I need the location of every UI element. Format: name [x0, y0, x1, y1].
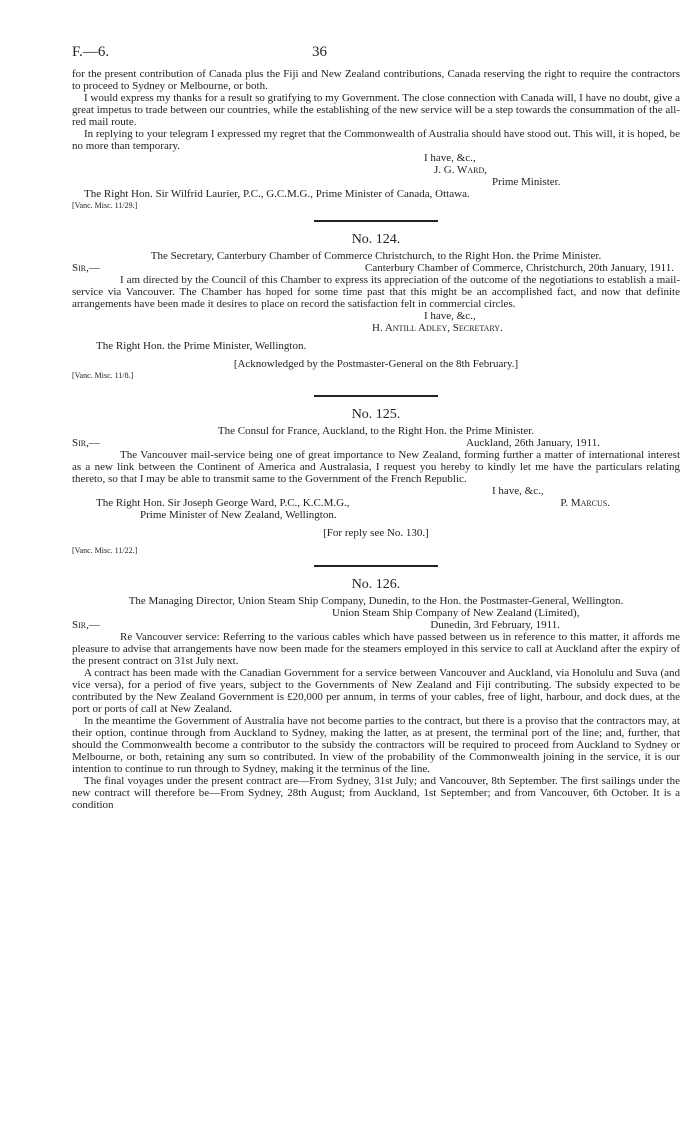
- closing: I have, &c.,: [492, 485, 544, 497]
- letter-126: [72, 575, 680, 811]
- letter-heading: The Secretary, Canterbury Chamber of Commerce Christchurch, to the Right Hon. the Prime Minister.: [150, 250, 602, 262]
- addressee: The Right Hon. Sir Joseph George Ward, P.C., K.C.M.G.,: [96, 497, 350, 509]
- addressee: The Right Hon. the Prime Minister, Wellington.: [96, 340, 307, 352]
- paragraph: In replying to your telegram I expressed my regret that the Commonwealth of Australia should have stood out. This will, it is hoped, be no more than temporary.: [72, 128, 680, 152]
- note: [For reply see No. 130.]: [323, 527, 429, 539]
- addressee: The Right Hon. Sir Wilfrid Laurier, P.C., G.C.M.G., Prime Minister of Canada, Ottawa.: [84, 188, 470, 200]
- letter-heading: The Managing Director, Union Steam Ship Company, Dunedin, to the Hon. the Postmaster-General, Wellington.: [128, 595, 624, 607]
- place-date: Dunedin, 3rd February, 1911.: [430, 619, 560, 631]
- document-page: [72, 44, 680, 811]
- divider: [314, 395, 438, 397]
- reference: [Vanc. Misc. 11/29.]: [72, 201, 138, 210]
- signer: J. G. Ward,: [434, 164, 488, 176]
- signer: H. Antill Adley, Secretary.: [372, 322, 503, 334]
- letter-heading: The Consul for France, Auckland, to the Right Hon. the Prime Minister.: [217, 425, 535, 437]
- paragraph: for the present contribution of Canada plus the Fiji and New Zealand contributions, Canada reserving the right to require the contractors to proceed to Sydney or Melbourne, or both.: [72, 68, 680, 92]
- page-number: 36: [312, 44, 327, 60]
- salutation: Sir,—: [72, 619, 100, 631]
- place-date: Auckland, 26th January, 1911.: [466, 437, 600, 449]
- closing: I have, &c.,: [424, 152, 476, 164]
- series-label: F.—6.: [72, 44, 110, 60]
- salutation: Sir,—: [72, 437, 100, 449]
- reference: [Vanc. Misc. 11/8.]: [72, 371, 134, 380]
- paragraph: I would express my thanks for a result so gratifying to my Government. The close connection with Canada will, I have no doubt, give a great impetus to trade between our countries, while the establishing of the new service will be a step towards the consummation of the all-red mail route.: [72, 92, 680, 128]
- paragraph: The Vancouver mail-service being one of great importance to New Zealand, forming further a matter of international interest as a new link between the Continent of America and Australasia, I request you hereby to kindly let me have the particulars relating thereto, so that I may be able to transmit same to the Government of the French Republic.: [72, 449, 680, 485]
- salutation: Sir,—: [72, 262, 100, 274]
- divider: [314, 565, 438, 567]
- signer: P. Marcus.: [560, 497, 610, 509]
- letter-number: No. 126.: [351, 577, 401, 592]
- reference: [Vanc. Misc. 11/22.]: [72, 546, 138, 555]
- letter-number: No. 125.: [351, 407, 401, 422]
- company-line: Union Steam Ship Company of New Zealand (Limited),: [332, 607, 580, 619]
- letter-number: No. 124.: [351, 232, 401, 247]
- paragraph: Re Vancouver service: Referring to the various cables which have passed between us in reference to this matter, it affords me pleasure to advise that arrangements have now been made for the steamers employed in this service to call at Auckland after the expiry of the present contract on 31st July next.: [72, 631, 680, 667]
- paragraph: The final voyages under the present contract are—From Sydney, 31st July; and Vancouver, 8th September. The first sailings under the new contract will therefore be—From Sydney, 28th August; from Auckland, 1st September; and from Vancouver, 6th October. It is a condition: [72, 775, 680, 811]
- divider: [314, 220, 438, 222]
- letter-124: [72, 230, 680, 381]
- letter-125: [72, 405, 680, 556]
- note: [Acknowledged by the Postmaster-General on the 8th February.]: [233, 358, 519, 370]
- paragraph: In the meantime the Government of Australia have not become parties to the contract, but there is a proviso that the contractors may, at their option, continue through from Auckland to Sydney, making the latter, as at present, the terminal port of the line; and, further, that should the Commonwealth become a contributor to the subsidy the contractors will be required to proceed from Auckland to Sydney or Melbourne, or both, retaining any sum so contributed. In view of the probability of the Commonwealth joining in the service, it is our intention to continue to run through to Sydney, making it the terminus of the line.: [72, 715, 680, 775]
- signer-title: Prime Minister.: [492, 176, 561, 188]
- closing: I have, &c.,: [424, 310, 476, 322]
- paragraph: I am directed by the Council of this Chamber to express its appreciation of the outcome of the negotiations to establish a mail-service via Vancouver. The Chamber has hoped for some time past that this might be an accomplished fact, and now that definite arrangements have been made it desires to place on record the satisfaction felt in commercial circles.: [72, 274, 680, 310]
- letter-continuation: [72, 68, 680, 211]
- addressee-line: Prime Minister of New Zealand, Wellington.: [140, 509, 337, 521]
- paragraph: A contract has been made with the Canadian Government for a service between Vancouver and Auckland, via Honolulu and Suva (and vice versa), for a period of five years, subject to the Governments of New Zealand and Fiji contributing. The subsidy expected to be contributed by the New Zealand Government is £20,000 per annum, in terms of your cables, free of light, harbour, and dock dues, at the port or ports of call at New Zealand.: [72, 667, 680, 715]
- page-header: [72, 44, 680, 68]
- place-date: Canterbury Chamber of Commerce, Christchurch, 20th January, 1911.: [365, 262, 674, 274]
